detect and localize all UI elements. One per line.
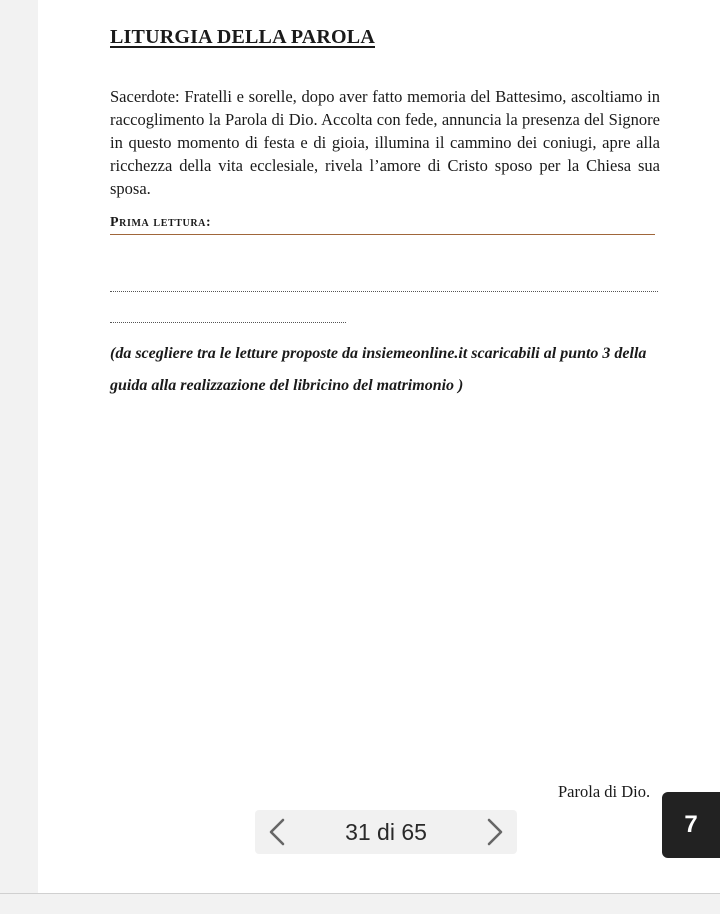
page-number-badge: 7 bbox=[662, 792, 720, 858]
closing-text: Parola di Dio. bbox=[558, 782, 651, 801]
chevron-right-icon bbox=[484, 817, 506, 847]
priest-text: Sacerdote: Fratelli e sorelle, dopo aver fatto memoria del Battesimo, ascoltiamo in raccoglimento la Parola di Dio. Accolta con fede, annuncia la presenza del Signore in questo momento di festa e di gioia, illumina il cammino dei coniugi, apre alla ricchezza della vita ecclesiale, rivela l’amore di Cristo sposo per la Chiesa sua sposa. bbox=[110, 87, 660, 198]
total-pages: 65 bbox=[401, 818, 427, 845]
document-page bbox=[38, 0, 720, 893]
current-page: 31 bbox=[345, 818, 371, 845]
page-navigation bbox=[255, 810, 517, 854]
chevron-left-icon bbox=[266, 817, 288, 847]
page-separator: di bbox=[377, 818, 395, 845]
reading-label: Prima lettura: bbox=[110, 215, 212, 230]
next-page-button[interactable] bbox=[473, 810, 517, 854]
page-indicator bbox=[345, 819, 427, 846]
reading-note: (da scegliere tra le letture proposte da insiemeonline.it scaricabili al punto 3 della guida alla realizzazione del libricino del matrimonio ) bbox=[110, 345, 647, 394]
reading-label-rule bbox=[110, 234, 655, 235]
previous-page-button[interactable] bbox=[255, 810, 299, 854]
bottom-bar bbox=[0, 893, 720, 914]
fill-in-line-2 bbox=[110, 322, 346, 323]
fill-in-line-1 bbox=[110, 291, 658, 292]
section-heading: LITURGIA DELLA PAROLA bbox=[110, 26, 375, 48]
